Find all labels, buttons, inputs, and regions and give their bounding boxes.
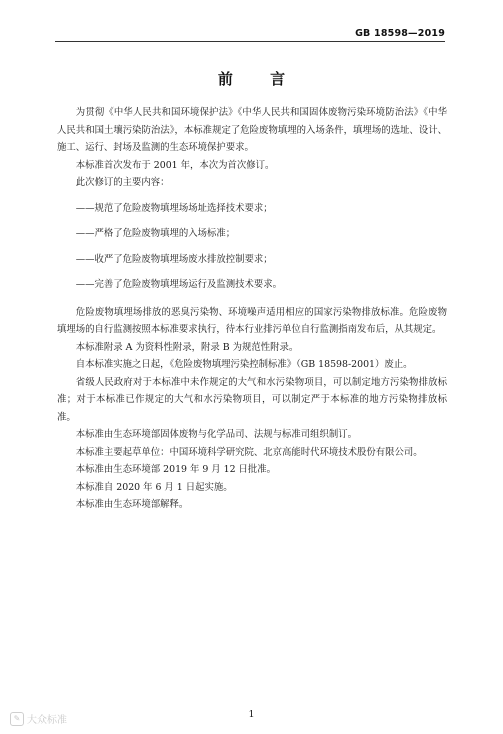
revision-item-site-selection: ——规范了危险废物填埋场场址选择技术要求； [75,202,273,214]
watermark-text: 大众标准 [27,715,67,726]
page-number: 1 [248,709,255,720]
paragraph-emissions: 危险废物填埋场排放的恶臭污染物、环境噪声适用相应的国家污染物排放标准。危险废物填埋场的自行监测按照本标准要求执行，待本行业排污单位自行监测指南发布后，从其规定。 [57,306,447,335]
revision-item-operation: ——完善了危险废物填埋场运行及监测技术要求。 [75,279,283,290]
revision-item-entry-standard: ——严格了危险废物填埋的入场标准； [75,228,236,239]
paragraph-organizer: 本标准由生态环境部固体废物与化学品司、法规与标准司组织制订。 [75,429,358,440]
paragraph-drafters: 本标准主要起草单位：中国环境科学研究院、北京高能时代环境技术股份有限公司。 [75,446,423,458]
paragraph-interpretation: 本标准由生态环境部解释。 [75,499,189,510]
paragraph-appendix: 本标准附录 A 为资料性附录，附录 B 为规范性附录。 [75,341,299,353]
paragraph-effective-date: 本标准自 2020 年 6 月 1 日起实施。 [75,481,233,493]
paragraph-first-release: 本标准首次发布于 2001 年，本次为首次修订。 [75,159,275,171]
paragraph-revision-intro: 此次修订的主要内容： [75,177,170,188]
paragraph-purpose: 为贯彻《中华人民共和国环境保护法》《中华人民共和国固体废物污染环境防治法》《中华人民共和国土壤污染防治法》，本标准规定了危险废物填埋的入场条件，填埋场的选址、设计、施工、运行、封场及监测的生态环境保护要求。 [57,107,447,153]
foreword-body [57,104,447,514]
revision-item-wastewater: ——收严了危险废物填埋场废水排放控制要求； [75,253,273,265]
standard-code: GB 18598—2019 [355,28,445,39]
header-divider [55,41,445,42]
paragraph-repeal: 自本标准实施之日起，《危险废物填埋污染控制标准》（GB 18598-2001）废止。 [75,359,413,370]
paragraph-approval: 本标准由生态环境部 2019 年 9 月 12 日批准。 [75,464,277,475]
watermark-logo-icon: ✎ [10,712,24,726]
page-title: 前 言 [217,70,302,88]
paragraph-local-standards: 省级人民政府对于本标准中未作规定的大气和水污染物项目，可以制定地方污染物排放标准；对于本标准已作规定的大气和水污染物项目，可以制定严于本标准的地方污染物排放标准。 [57,376,447,423]
